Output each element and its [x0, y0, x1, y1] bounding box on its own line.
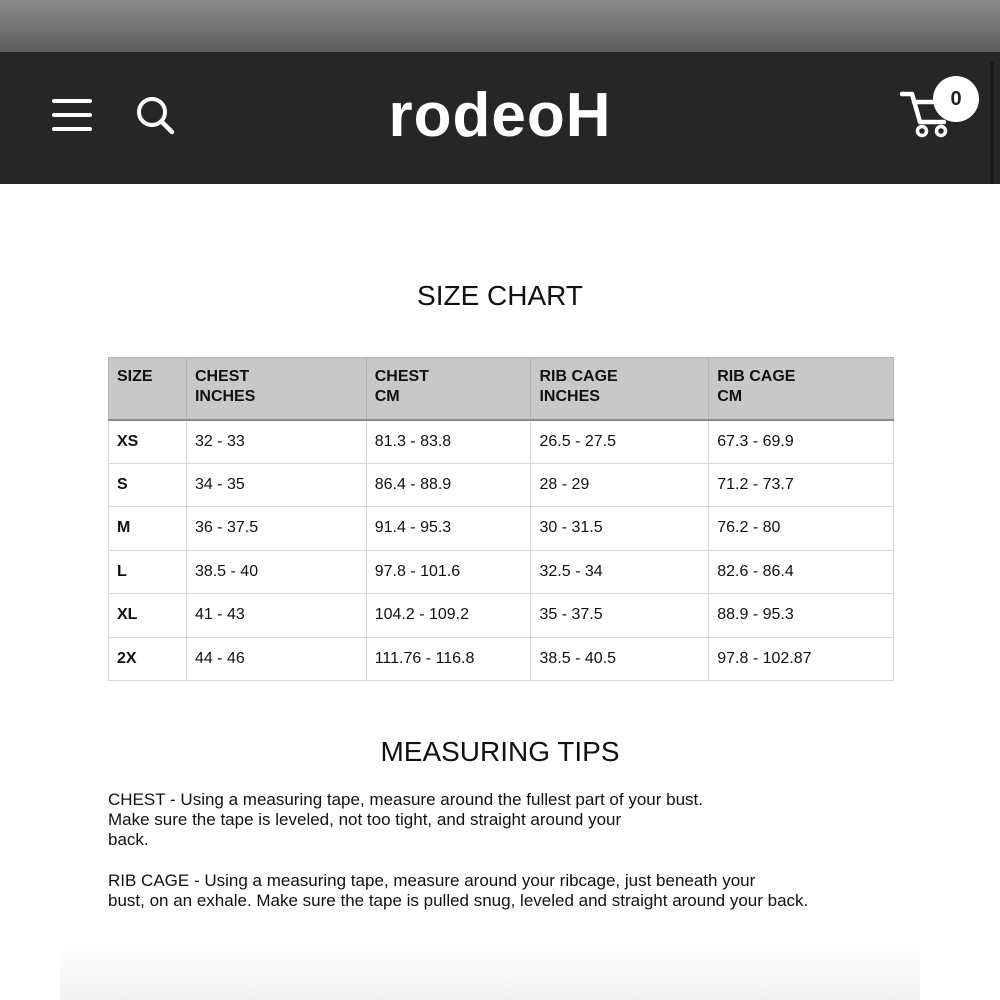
menu-button[interactable]	[52, 99, 92, 131]
rib-cage-cm-cell: 76.2 - 80	[709, 507, 894, 551]
size-cell: S	[109, 463, 187, 507]
chest-inches-cell: 32 - 33	[186, 420, 366, 464]
table-header-row	[109, 358, 894, 420]
table-row	[109, 463, 894, 507]
chest-tip-line: back.	[108, 830, 149, 849]
rib-cage-cm-cell: 67.3 - 69.9	[709, 420, 894, 464]
chest-cm-cell: 104.2 - 109.2	[366, 594, 531, 638]
column-header-chest-inches: CHEST INCHES	[186, 358, 366, 420]
chest-inches-cell: 34 - 35	[186, 463, 366, 507]
top-gradient-strip	[0, 0, 1000, 52]
column-header-chest-cm: CHEST CM	[366, 358, 531, 420]
hamburger-menu-icon-bar	[52, 113, 92, 117]
search-icon	[134, 94, 176, 136]
rib-cage-inches-cell: 35 - 37.5	[531, 594, 709, 638]
chest-inches-cell: 36 - 37.5	[186, 507, 366, 551]
chest-cm-cell: 91.4 - 95.3	[366, 507, 531, 551]
measuring-tips-title: MEASURING TIPS	[380, 736, 620, 767]
chest-tip	[108, 790, 898, 850]
rib-cage-tip-line: RIB CAGE - Using a measuring tape, measure around your ribcage, just beneath your	[108, 871, 756, 890]
rib-cage-inches-cell: 28 - 29	[531, 463, 709, 507]
chest-inches-cell: 44 - 46	[186, 637, 366, 681]
table-row	[109, 507, 894, 551]
column-header-rib-cage-cm: RIB CAGE CM	[709, 358, 894, 420]
size-cell: XL	[109, 594, 187, 638]
table-row	[109, 420, 894, 464]
hamburger-menu-icon	[52, 99, 92, 103]
size-chart-title: SIZE CHART	[417, 280, 583, 311]
column-header-rib-cage-inches: RIB CAGE INCHES	[531, 358, 709, 420]
rib-cage-cm-cell: 97.8 - 102.87	[709, 637, 894, 681]
size-chart-table	[108, 357, 894, 681]
chest-inches-cell: 38.5 - 40	[186, 550, 366, 594]
rib-cage-cm-cell: 82.6 - 86.4	[709, 550, 894, 594]
scrollbar-edge	[990, 62, 994, 184]
size-cell: L	[109, 550, 187, 594]
site-header	[0, 52, 1000, 184]
size-cell: M	[109, 507, 187, 551]
rib-cage-tip-line: bust, on an exhale. Make sure the tape is pulled snug, leveled and straight around your back.	[108, 891, 809, 910]
size-cell: 2X	[109, 637, 187, 681]
column-header-size: SIZE	[109, 358, 187, 420]
rib-cage-cm-cell: 88.9 - 95.3	[709, 594, 894, 638]
chest-cm-cell: 81.3 - 83.8	[366, 420, 531, 464]
chest-tip-line: CHEST - Using a measuring tape, measure around the fullest part of your bust.	[108, 790, 703, 809]
table-row	[109, 550, 894, 594]
table-row	[109, 594, 894, 638]
bottom-fade	[60, 945, 920, 1000]
rib-cage-inches-cell: 30 - 31.5	[531, 507, 709, 551]
chest-tip-line: Make sure the tape is leveled, not too tight, and straight around your	[108, 810, 622, 829]
rib-cage-inches-cell: 26.5 - 27.5	[531, 420, 709, 464]
cart-count-badge: 0	[933, 76, 979, 122]
table-row	[109, 637, 894, 681]
rib-cage-inches-cell: 38.5 - 40.5	[531, 637, 709, 681]
chest-cm-cell: 97.8 - 101.6	[366, 550, 531, 594]
chest-cm-cell: 111.76 - 116.8	[366, 637, 531, 681]
chest-cm-cell: 86.4 - 88.9	[366, 463, 531, 507]
brand-logo[interactable]: rodeoH	[388, 81, 612, 150]
hamburger-menu-icon-bar	[52, 127, 92, 131]
rib-cage-cm-cell: 71.2 - 73.7	[709, 463, 894, 507]
search-button[interactable]	[134, 94, 176, 136]
chest-inches-cell: 41 - 43	[186, 594, 366, 638]
size-cell: XS	[109, 420, 187, 464]
rib-cage-inches-cell: 32.5 - 34	[531, 550, 709, 594]
rib-cage-tip	[108, 871, 898, 911]
